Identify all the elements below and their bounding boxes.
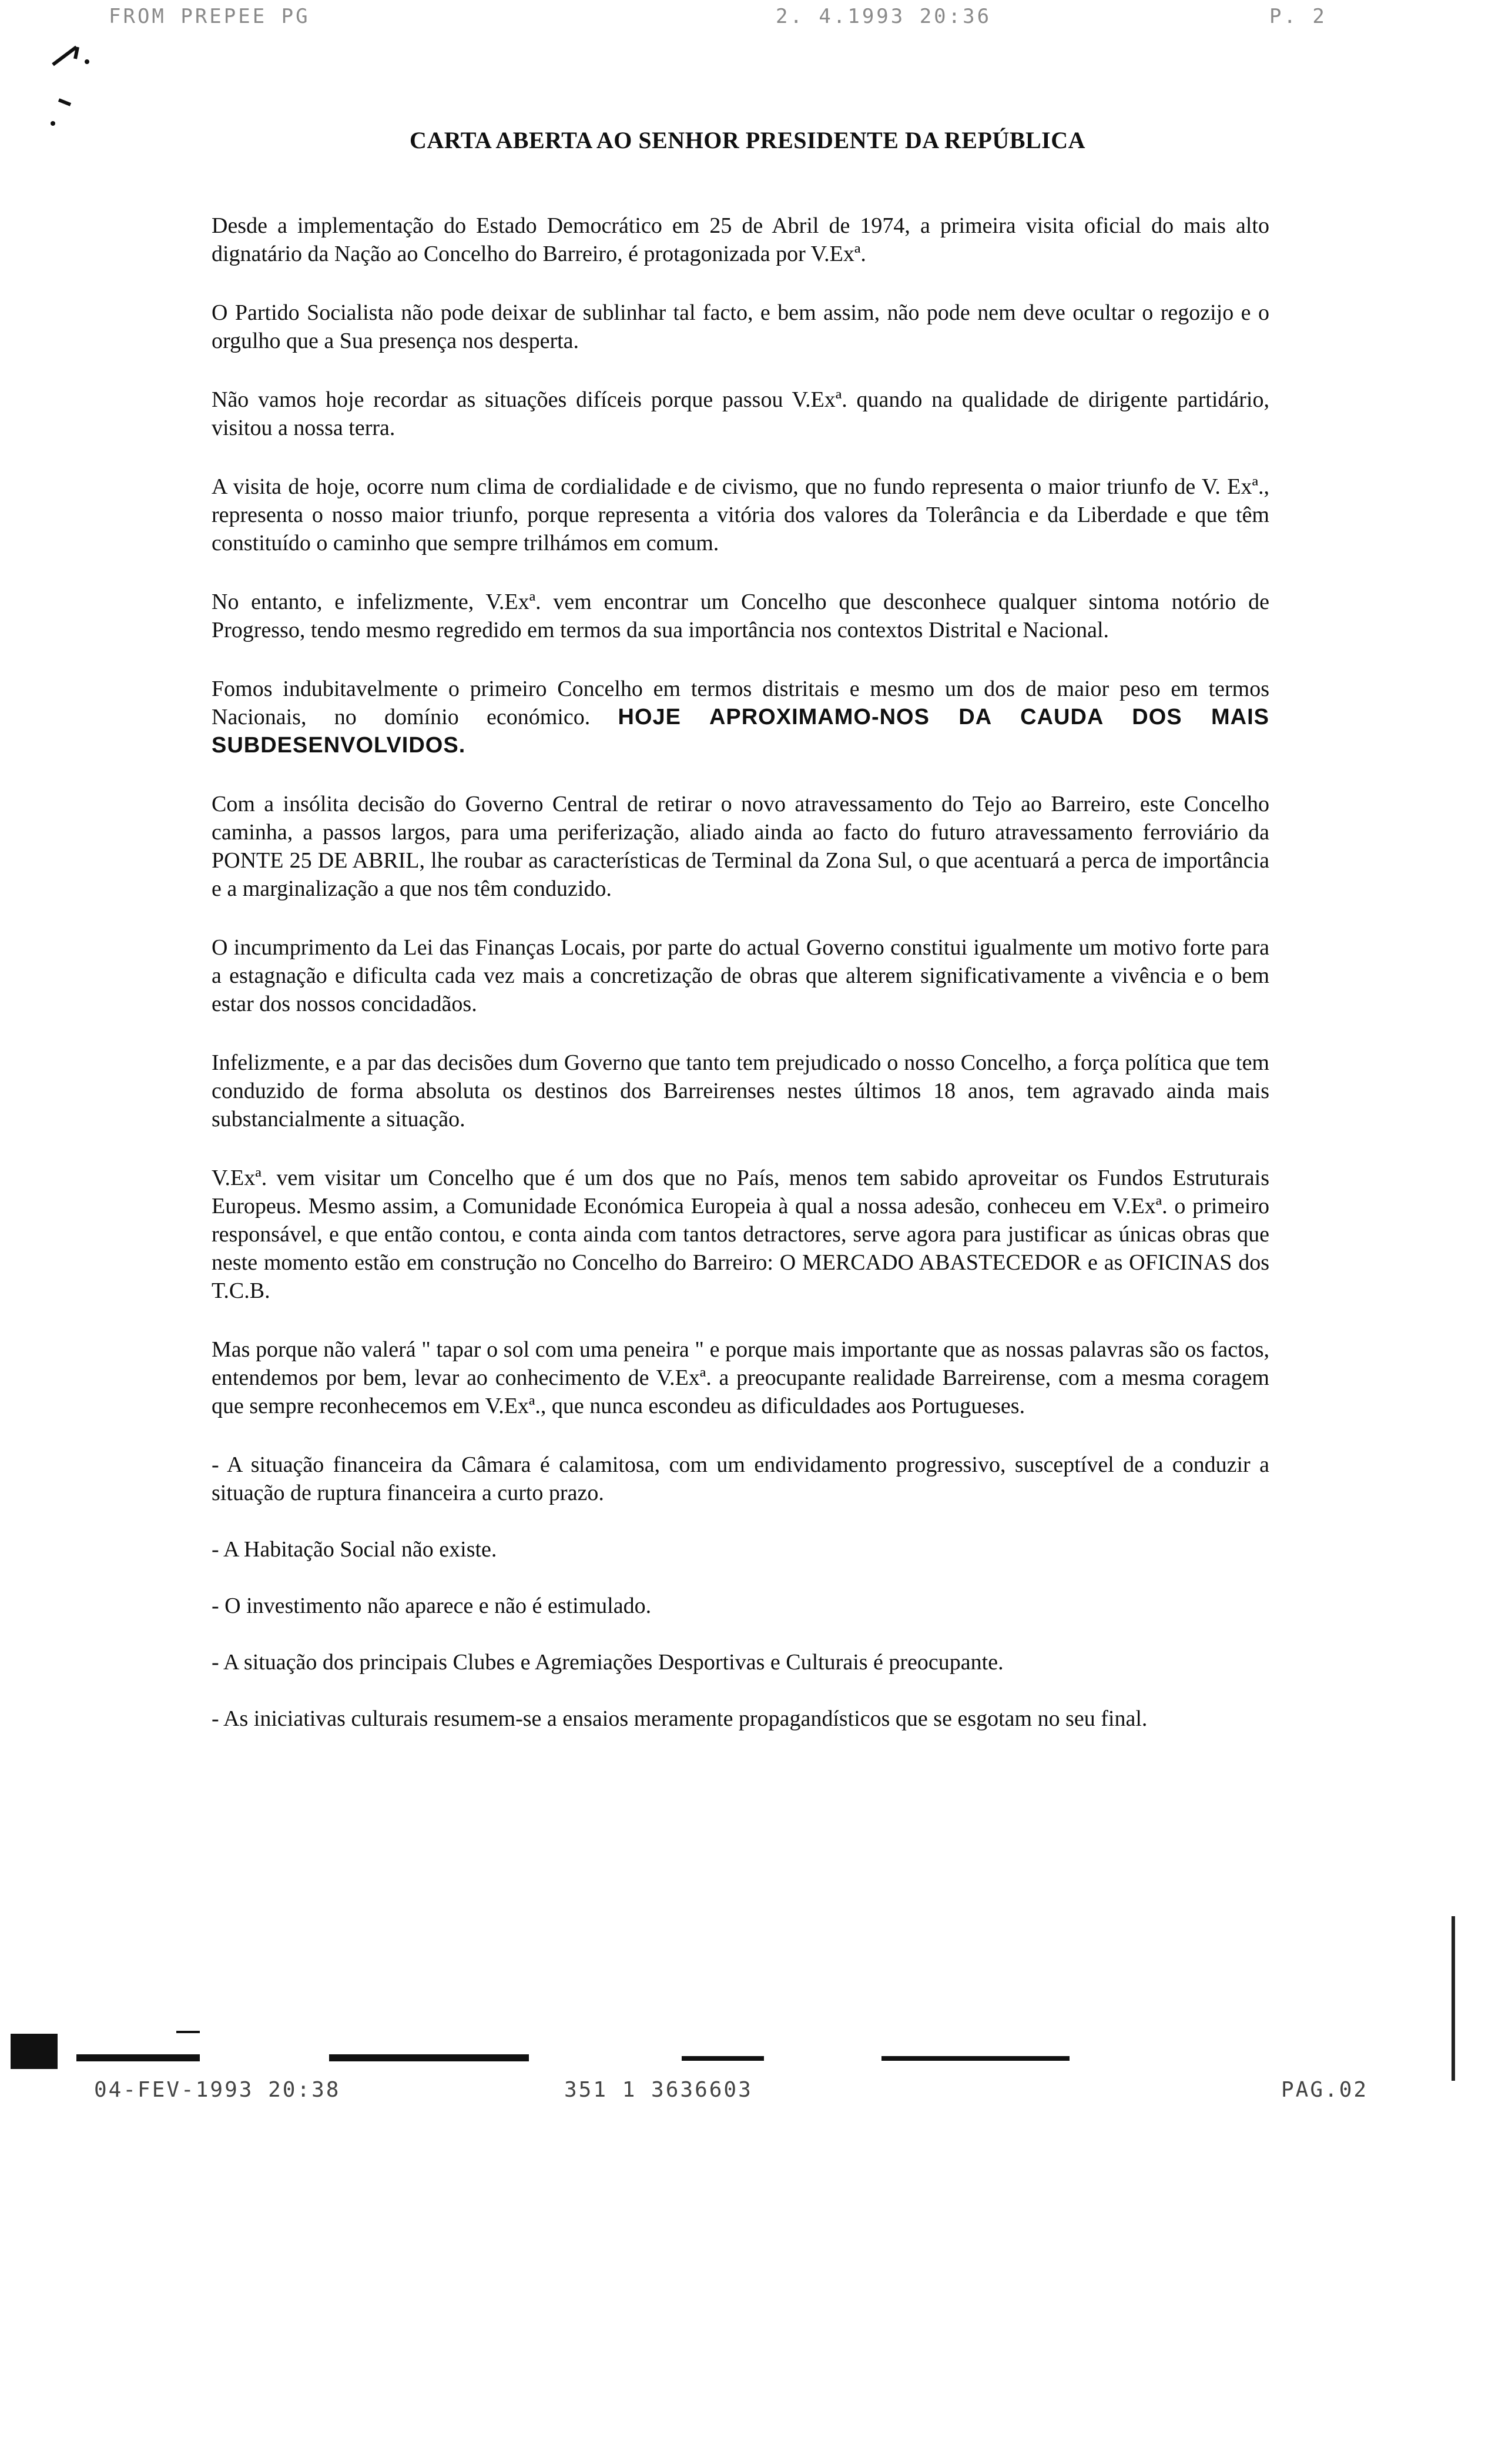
fax-footer-noise bbox=[0, 2022, 1495, 2075]
paragraph: Desde a implementação do Estado Democrático em 25 de Abril de 1974, a primeira visita oficial do mais alto dignatário da Nação ao Concelho do Barreiro, é protagonizada por V.Exª. bbox=[212, 213, 1269, 266]
paragraph: O Partido Socialista não pode deixar de sublinhar tal facto, e bem assim, não pode nem deve ocultar o regozijo e o orgulho que a Sua presença nos desperta. bbox=[212, 300, 1269, 353]
fax-noise-dash bbox=[176, 2031, 200, 2033]
fax-noise-line bbox=[329, 2054, 529, 2061]
bullet-item: - O investimento não aparece e não é estimulado. bbox=[212, 1593, 652, 1618]
fax-noise-line bbox=[76, 2054, 200, 2061]
paragraph-mixed bbox=[212, 675, 1269, 759]
bullet-item: - A situação dos principais Clubes e Agremiações Desportivas e Culturais é preocupante. bbox=[212, 1650, 1004, 1675]
letter-title: CARTA ABERTA AO SENHOR PRESIDENTE DA REPÚBLICA bbox=[409, 127, 1086, 153]
bullet-item: - As iniciativas culturais resumem-se a ensaios meramente propagandísticos que se esgotam no seu final. bbox=[212, 1706, 1148, 1731]
letter-body bbox=[212, 212, 1269, 1761]
fax-noise-line bbox=[881, 2056, 1070, 2061]
fax-footer-phone: 351 1 3636603 bbox=[564, 2078, 753, 2102]
fax-header-date-time: 2. 4.1993 20:36 bbox=[776, 5, 992, 28]
fax-noise-line bbox=[682, 2056, 764, 2061]
paragraph-bold-part: HOJE APROXIMAMO-NOS DA CAUDA DOS MAIS SUBDESENVOLVIDOS. bbox=[212, 705, 1269, 758]
paragraph: A visita de hoje, ocorre num clima de cordialidade e de civismo, que no fundo representa o maior triunfo de V. Exª., representa o nosso maior triunfo, porque representa a vitória dos valores da Tolerância e da Liberdade e que têm constituído o caminho que sempre trilhámos em comum. bbox=[212, 474, 1269, 555]
paragraph: No entanto, e infelizmente, V.Exª. vem encontrar um Concelho que desconhece qualquer sintoma notório de Progresso, tendo mesmo regredido em termos da sua importância nos contextos Distrital e Nacional. bbox=[212, 590, 1269, 642]
paragraph: Infelizmente, e a par das decisões dum Governo que tanto tem prejudicado o nosso Concelho, a força política que tem conduzido de forma absoluta os destinos dos Barreirenses nestes últimos 18 anos, tem agravado ainda mais substancialmente a situação. bbox=[212, 1050, 1269, 1131]
paragraph-normal-part: Fomos indubitavelmente o primeiro Concelho em termos distritais e mesmo um dos de maior peso em termos Nacionais, no domínio económico. bbox=[212, 677, 1269, 729]
paragraph: Mas porque não valerá " tapar o sol com uma peneira " e porque mais importante que as nossas palavras são os factos, entendemos por bem, levar ao conhecimento de V.Exª. a preocupante realidade Barreirense, com a mesma coragem que sempre reconhecemos em V.Exª., que nunca escondeu as dificuldades aos Portugueses. bbox=[212, 1337, 1269, 1418]
fax-header bbox=[0, 5, 1495, 34]
bullet-item: - A situação financeira da Câmara é calamitosa, com um endividamento progressivo, susceptível de a conduzir a situação de ruptura financeira a curto prazo. bbox=[212, 1452, 1269, 1505]
paragraph: Não vamos hoje recordar as situações difíceis porque passou V.Exª. quando na qualidade de dirigente partidário, visitou a nossa terra. bbox=[212, 387, 1269, 440]
fax-header-from: FROM PREPEE PG bbox=[109, 5, 310, 28]
handwritten-marks bbox=[41, 41, 106, 135]
fax-header-page: P. 2 bbox=[1269, 5, 1327, 28]
paragraph: Com a insólita decisão do Governo Central de retirar o novo atravessamento do Tejo ao Barreiro, este Concelho caminha, a passos largos, para uma periferização, aliado ainda ao facto do futuro atravessamento ferroviário da PONTE 25 DE ABRIL, lhe roubar as características de Terminal da Zona Sul, o que acentuará a perca de importância e a marginalização a que nos têm conduzido. bbox=[212, 792, 1269, 901]
bullet-item: - A Habitação Social não existe. bbox=[212, 1537, 497, 1562]
paragraph: O incumprimento da Lei das Finanças Locais, por parte do actual Governo constitui igualmente um motivo forte para a estagnação e dificulta cada vez mais a concretização de obras que alterem significativamente a vivência e o bem estar dos nossos concidadãos. bbox=[212, 935, 1269, 1016]
paragraph: V.Exª. vem visitar um Concelho que é um dos que no País, menos tem sabido aproveitar os Fundos Estruturais Europeus. Mesmo assim, a Comunidade Económica Europeia à qual a nossa adesão, conheceu em V.Exª. o primeiro responsável, e que então contou, e conta ainda com tantos detractores, serve agora para justificar as únicas obras que neste momento estão em construção no Concelho do Barreiro: O MERCADO ABASTECEDOR e as OFICINAS dos T.C.B. bbox=[212, 1166, 1269, 1303]
fax-footer bbox=[0, 2078, 1495, 2107]
fax-footer-page: PAG.02 bbox=[1281, 2078, 1369, 2102]
fax-footer-date-time: 04-FEV-1993 20:38 bbox=[94, 2078, 341, 2102]
fax-noise-block bbox=[11, 2034, 58, 2069]
